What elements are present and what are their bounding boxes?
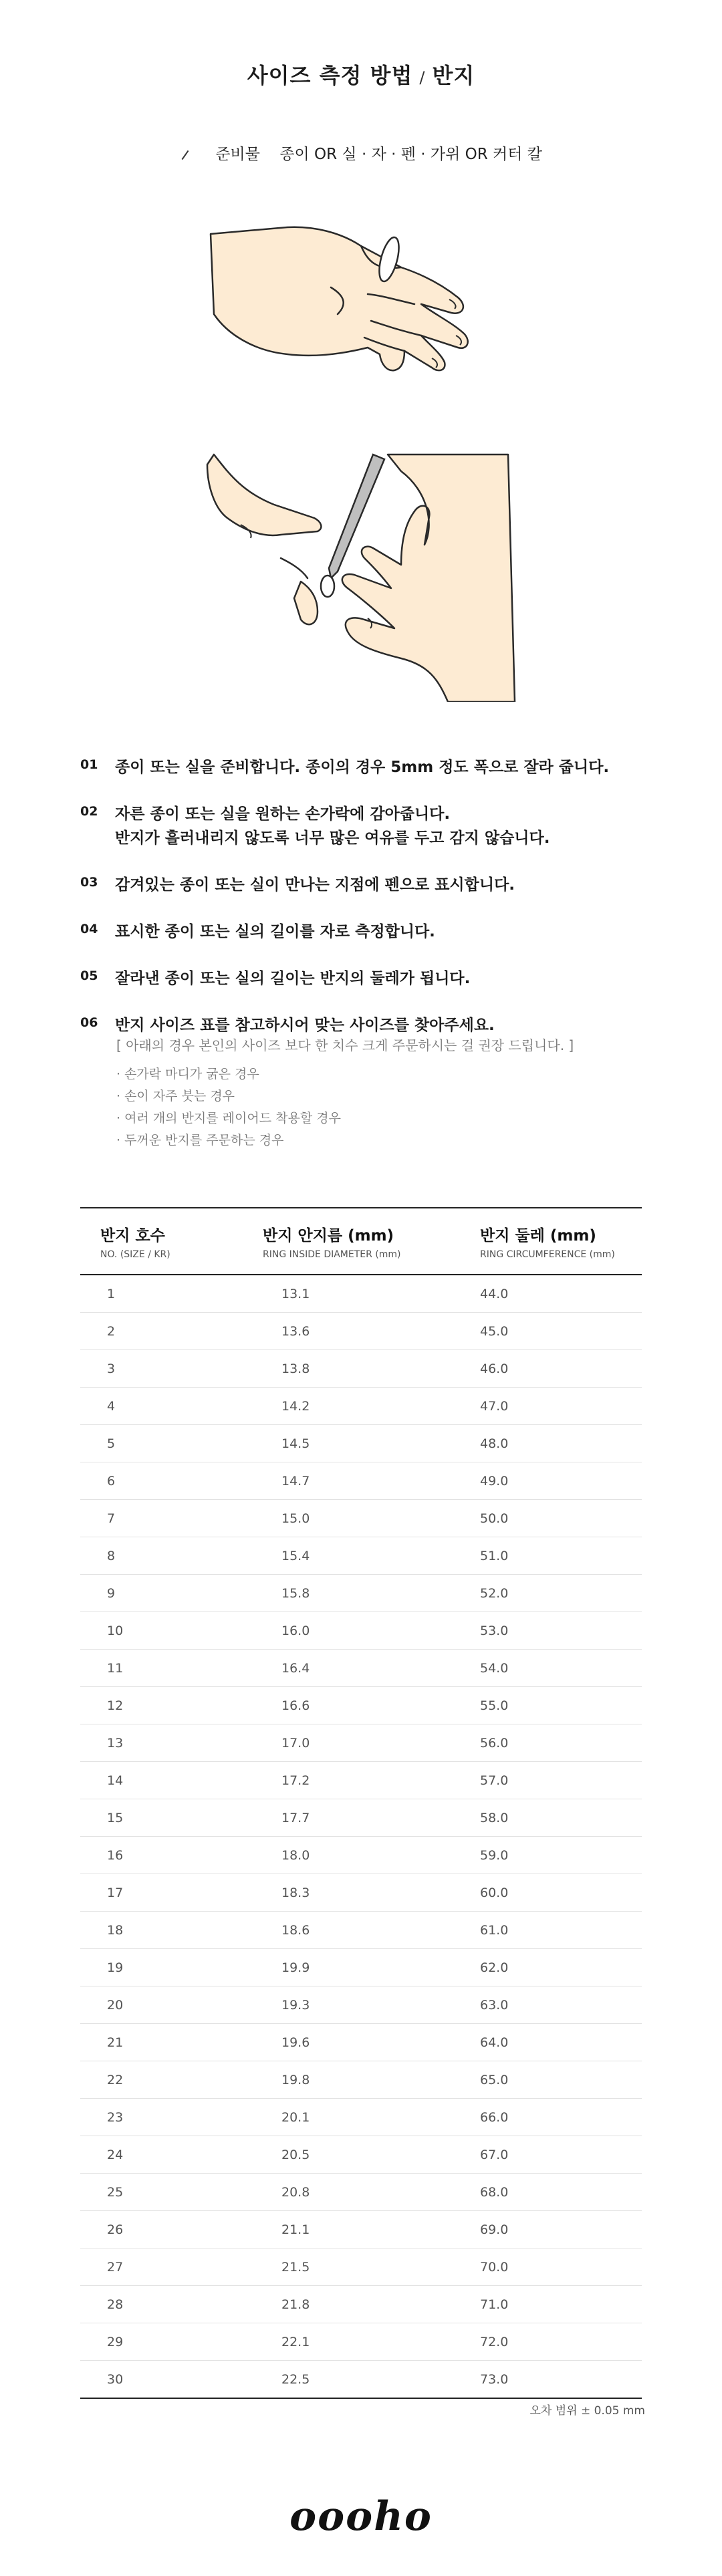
table-row bbox=[80, 1687, 642, 1724]
cell-diameter: 16.4 bbox=[281, 1660, 310, 1676]
table-row bbox=[80, 1837, 642, 1874]
note-item: · 여러 개의 반지를 레이어드 착용할 경우 bbox=[116, 1111, 341, 1126]
table-row bbox=[80, 2248, 642, 2286]
table-row bbox=[80, 1500, 642, 1537]
table-row bbox=[80, 1949, 642, 1986]
cell-diameter: 19.9 bbox=[281, 1960, 310, 1975]
table-row bbox=[80, 2099, 642, 2136]
notes-heading: [ 아래의 경우 본인의 사이즈 보다 한 치수 크게 주문하시는 걸 권장 드립니다. ] bbox=[116, 1037, 574, 1053]
step-number: 02 bbox=[80, 804, 98, 819]
cell-circumference: 65.0 bbox=[480, 2072, 509, 2087]
table-row bbox=[80, 1874, 642, 1912]
step-line: 자른 종이 또는 실을 원하는 손가락에 감아줍니다. bbox=[115, 805, 451, 823]
step-number: 01 bbox=[80, 757, 98, 772]
cell-size: 21 bbox=[107, 2035, 124, 2050]
preparation-line bbox=[0, 142, 722, 164]
cell-circumference: 49.0 bbox=[480, 1473, 509, 1489]
step-text bbox=[115, 1013, 495, 1037]
step-item bbox=[80, 920, 655, 944]
cell-circumference: 54.0 bbox=[480, 1660, 509, 1676]
cell-diameter: 17.0 bbox=[281, 1735, 310, 1751]
title-separator: / bbox=[419, 68, 426, 87]
cell-size: 24 bbox=[107, 2147, 124, 2162]
cell-circumference: 52.0 bbox=[480, 1585, 509, 1601]
title-main: 사이즈 측정 방법 bbox=[247, 63, 413, 88]
cell-size: 6 bbox=[107, 1473, 116, 1489]
cell-diameter: 15.0 bbox=[281, 1511, 310, 1526]
cell-circumference: 47.0 bbox=[480, 1398, 509, 1414]
header-circumference-ko: 반지 둘레 (mm) bbox=[480, 1227, 596, 1245]
cell-size: 22 bbox=[107, 2072, 124, 2087]
step-line: 반지가 흘러내리지 않도록 너무 많은 여유를 두고 감지 않습니다. bbox=[115, 829, 550, 847]
cell-size: 5 bbox=[107, 1436, 116, 1451]
table-header bbox=[80, 1207, 642, 1275]
table-row bbox=[80, 1650, 642, 1687]
preparation-label: 준비물 bbox=[215, 146, 260, 163]
tolerance-note: 오차 범위 ± 0.05 mm bbox=[529, 2404, 645, 2418]
step-text bbox=[115, 967, 470, 991]
cell-size: 4 bbox=[107, 1398, 116, 1414]
step-number: 05 bbox=[80, 969, 98, 983]
cell-circumference: 53.0 bbox=[480, 1623, 509, 1638]
cell-size: 7 bbox=[107, 1511, 116, 1526]
cell-size: 2 bbox=[107, 1323, 116, 1339]
cell-size: 11 bbox=[107, 1660, 124, 1676]
cell-size: 13 bbox=[107, 1735, 124, 1751]
cell-circumference: 50.0 bbox=[480, 1511, 509, 1526]
hand-marking-illustration bbox=[201, 444, 521, 702]
cell-diameter: 15.4 bbox=[281, 1548, 310, 1563]
table-row bbox=[80, 1350, 642, 1388]
cell-circumference: 70.0 bbox=[480, 2259, 509, 2275]
cell-circumference: 68.0 bbox=[480, 2184, 509, 2200]
cell-size: 23 bbox=[107, 2109, 124, 2125]
cell-circumference: 72.0 bbox=[480, 2334, 509, 2349]
table-row bbox=[80, 1986, 642, 2024]
header-size bbox=[80, 1208, 263, 1274]
table-row bbox=[80, 2136, 642, 2174]
header-diameter-en: RING INSIDE DIAMETER (mm) bbox=[263, 1249, 401, 1260]
cell-circumference: 44.0 bbox=[480, 1286, 509, 1301]
cell-diameter: 21.1 bbox=[281, 2222, 310, 2237]
hand-wrap-illustration bbox=[201, 221, 521, 388]
step-item bbox=[80, 967, 655, 991]
cell-circumference: 55.0 bbox=[480, 1698, 509, 1713]
cell-size: 25 bbox=[107, 2184, 124, 2200]
cell-size: 10 bbox=[107, 1623, 124, 1638]
header-circumference-en: RING CIRCUMFERENCE (mm) bbox=[480, 1249, 615, 1260]
table-row bbox=[80, 2024, 642, 2061]
table-row bbox=[80, 2211, 642, 2248]
preparation-items: 종이 OR 실 · 자 · 펜 · 가위 OR 커터 칼 bbox=[279, 146, 542, 163]
cell-size: 27 bbox=[107, 2259, 124, 2275]
table-row bbox=[80, 1799, 642, 1837]
cell-diameter: 17.2 bbox=[281, 1773, 310, 1788]
cell-circumference: 57.0 bbox=[480, 1773, 509, 1788]
step-item bbox=[80, 755, 655, 779]
cell-diameter: 17.7 bbox=[281, 1810, 310, 1825]
table-row bbox=[80, 1275, 642, 1313]
step-item bbox=[80, 873, 655, 897]
table-row bbox=[80, 2323, 642, 2361]
cell-diameter: 19.3 bbox=[281, 1997, 310, 2013]
step-line: 표시한 종이 또는 실의 길이를 자로 측정합니다. bbox=[115, 923, 435, 940]
cell-diameter: 20.8 bbox=[281, 2184, 310, 2200]
cell-circumference: 46.0 bbox=[480, 1361, 509, 1376]
table-row bbox=[80, 1912, 642, 1949]
header-size-en: NO. (SIZE / KR) bbox=[100, 1249, 170, 1260]
cell-size: 1 bbox=[107, 1286, 116, 1301]
table-row bbox=[80, 2174, 642, 2211]
step-text bbox=[115, 873, 515, 897]
cell-diameter: 20.5 bbox=[281, 2147, 310, 2162]
header-diameter bbox=[263, 1208, 480, 1274]
cell-diameter: 19.6 bbox=[281, 2035, 310, 2050]
cell-size: 12 bbox=[107, 1698, 124, 1713]
cell-diameter: 13.1 bbox=[281, 1286, 310, 1301]
cell-diameter: 14.5 bbox=[281, 1436, 310, 1451]
step-item bbox=[80, 1013, 655, 1037]
cell-circumference: 64.0 bbox=[480, 2035, 509, 2050]
size-up-notes bbox=[116, 1035, 651, 1152]
cell-size: 30 bbox=[107, 2371, 124, 2387]
cell-diameter: 13.6 bbox=[281, 1323, 310, 1339]
cell-diameter: 21.5 bbox=[281, 2259, 310, 2275]
cell-diameter: 19.8 bbox=[281, 2072, 310, 2087]
cell-circumference: 59.0 bbox=[480, 1847, 509, 1863]
cell-circumference: 63.0 bbox=[480, 1997, 509, 2013]
cell-diameter: 22.5 bbox=[281, 2371, 310, 2387]
step-number: 04 bbox=[80, 922, 98, 936]
step-number: 03 bbox=[80, 875, 98, 890]
cell-diameter: 20.1 bbox=[281, 2109, 310, 2125]
cell-diameter: 18.6 bbox=[281, 1922, 310, 1938]
table-row bbox=[80, 2361, 642, 2399]
cell-diameter: 21.8 bbox=[281, 2297, 310, 2312]
cell-size: 14 bbox=[107, 1773, 124, 1788]
measurement-steps bbox=[80, 755, 655, 1060]
table-row bbox=[80, 1762, 642, 1799]
cell-circumference: 58.0 bbox=[480, 1810, 509, 1825]
header-size-ko: 반지 호수 bbox=[100, 1227, 165, 1245]
page-title bbox=[0, 59, 722, 90]
cell-circumference: 62.0 bbox=[480, 1960, 509, 1975]
cell-circumference: 67.0 bbox=[480, 2147, 509, 2162]
table-row bbox=[80, 1612, 642, 1650]
cell-circumference: 60.0 bbox=[480, 1885, 509, 1900]
cell-diameter: 14.2 bbox=[281, 1398, 310, 1414]
cell-size: 17 bbox=[107, 1885, 124, 1900]
cell-size: 20 bbox=[107, 1997, 124, 2013]
cell-diameter: 22.1 bbox=[281, 2334, 310, 2349]
cell-circumference: 48.0 bbox=[480, 1436, 509, 1451]
cell-size: 15 bbox=[107, 1810, 124, 1825]
cell-diameter: 18.0 bbox=[281, 1847, 310, 1863]
step-text bbox=[115, 755, 609, 779]
header-diameter-ko: 반지 안지름 (mm) bbox=[263, 1227, 394, 1245]
table-row bbox=[80, 1575, 642, 1612]
cell-diameter: 15.8 bbox=[281, 1585, 310, 1601]
cell-circumference: 73.0 bbox=[480, 2371, 509, 2387]
step-line: 종이 또는 실을 준비합니다. 종이의 경우 5mm 정도 폭으로 잘라 줍니다. bbox=[115, 759, 610, 776]
cell-size: 8 bbox=[107, 1548, 116, 1563]
cell-circumference: 51.0 bbox=[480, 1548, 509, 1563]
note-item: · 손이 자주 붓는 경우 bbox=[116, 1089, 235, 1104]
table-row bbox=[80, 2061, 642, 2099]
title-sub: 반지 bbox=[432, 63, 475, 88]
cell-size: 9 bbox=[107, 1585, 116, 1601]
step-line: 감겨있는 종이 또는 실이 만나는 지점에 펜으로 표시합니다. bbox=[115, 876, 515, 894]
table-row bbox=[80, 1537, 642, 1575]
tick-mark-icon bbox=[182, 150, 189, 159]
brand-logo: oooho bbox=[289, 2493, 433, 2540]
step-line: 반지 사이즈 표를 참고하시어 맞는 사이즈를 찾아주세요. bbox=[115, 1017, 495, 1034]
cell-size: 29 bbox=[107, 2334, 124, 2349]
table-row bbox=[80, 1462, 642, 1500]
note-item: · 두꺼운 반지를 주문하는 경우 bbox=[116, 1133, 284, 1148]
cell-circumference: 69.0 bbox=[480, 2222, 509, 2237]
table-row bbox=[80, 1724, 642, 1762]
cell-diameter: 14.7 bbox=[281, 1473, 310, 1489]
cell-diameter: 16.6 bbox=[281, 1698, 310, 1713]
step-item bbox=[80, 802, 655, 850]
header-circumference bbox=[480, 1208, 642, 1274]
step-number: 06 bbox=[80, 1015, 98, 1030]
table-row bbox=[80, 1313, 642, 1350]
cell-diameter: 13.8 bbox=[281, 1361, 310, 1376]
table-row bbox=[80, 2286, 642, 2323]
cell-circumference: 71.0 bbox=[480, 2297, 509, 2312]
cell-diameter: 16.0 bbox=[281, 1623, 310, 1638]
cell-size: 16 bbox=[107, 1847, 124, 1863]
step-line: 잘라낸 종이 또는 실의 길이는 반지의 둘레가 됩니다. bbox=[115, 970, 471, 987]
cell-size: 26 bbox=[107, 2222, 124, 2237]
cell-circumference: 61.0 bbox=[480, 1922, 509, 1938]
cell-circumference: 45.0 bbox=[480, 1323, 509, 1339]
table-row bbox=[80, 1388, 642, 1425]
cell-diameter: 18.3 bbox=[281, 1885, 310, 1900]
step-text bbox=[115, 802, 550, 850]
cell-size: 28 bbox=[107, 2297, 124, 2312]
table-body bbox=[80, 1275, 642, 2399]
cell-size: 19 bbox=[107, 1960, 124, 1975]
note-item: · 손가락 마디가 굵은 경우 bbox=[116, 1067, 259, 1081]
table-row bbox=[80, 1425, 642, 1462]
cell-circumference: 66.0 bbox=[480, 2109, 509, 2125]
ring-size-table bbox=[80, 1207, 642, 2399]
cell-size: 18 bbox=[107, 1922, 124, 1938]
cell-size: 3 bbox=[107, 1361, 116, 1376]
step-text bbox=[115, 920, 435, 944]
cell-circumference: 56.0 bbox=[480, 1735, 509, 1751]
